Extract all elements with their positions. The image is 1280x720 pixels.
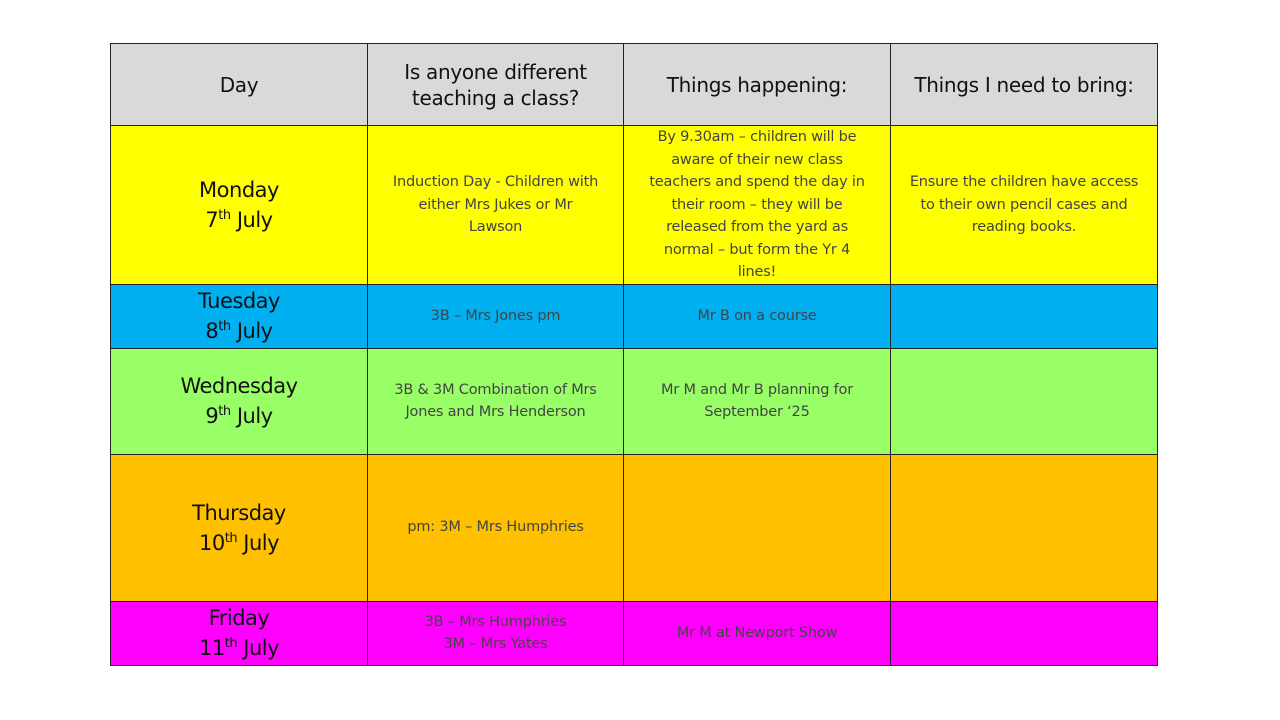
table-row xyxy=(111,601,1158,665)
day-name: Thursday xyxy=(192,500,286,525)
bring-cell xyxy=(891,284,1158,348)
day-number: 7 xyxy=(205,207,219,232)
day-cell xyxy=(111,284,368,348)
table-row xyxy=(111,348,1158,454)
happening-line: Mr B on a course xyxy=(697,307,817,324)
bring-cell xyxy=(891,601,1158,665)
teaching-line: either Mrs Jukes or Mr xyxy=(418,196,573,213)
day-cell xyxy=(111,454,368,601)
day-date xyxy=(117,401,361,431)
header-teaching xyxy=(368,44,624,126)
happening-line: normal – but form the Yr 4 xyxy=(663,241,851,258)
day-date xyxy=(117,316,361,346)
day-name: Monday xyxy=(199,177,279,202)
day-name: Friday xyxy=(208,606,270,630)
header-bring xyxy=(891,44,1158,126)
day-cell xyxy=(111,126,368,285)
teaching-line: pm: 3M – Mrs Humphries xyxy=(407,519,584,536)
teaching-line: Jones and Mrs Henderson xyxy=(405,404,586,420)
bring-cell xyxy=(891,126,1158,285)
happening-line: Mr M and Mr B planning for xyxy=(661,381,853,398)
header-day xyxy=(111,44,368,126)
day-ordinal: th xyxy=(218,319,231,334)
teaching-line: Lawson xyxy=(468,219,523,235)
header-line: Things I need to bring: xyxy=(914,72,1134,97)
day-name: Tuesday xyxy=(198,289,280,313)
table-row xyxy=(111,126,1158,285)
day-cell xyxy=(111,348,368,454)
day-month: July xyxy=(236,207,273,232)
day-month: July xyxy=(236,404,273,428)
day-ordinal: th xyxy=(218,404,231,419)
day-number: 8 xyxy=(205,319,219,343)
happening-line: By 9.30am – children will be xyxy=(657,129,857,145)
happening-cell xyxy=(624,601,891,665)
happening-line: September ‘25 xyxy=(704,404,810,420)
teaching-line: 3M – Mrs Yates xyxy=(443,636,548,652)
bring-cell xyxy=(891,454,1158,601)
happening-cell xyxy=(624,126,891,285)
header-row xyxy=(111,44,1158,126)
happening-line: Mr M at Newport Show xyxy=(676,624,838,641)
happening-line: teachers and spend the day in xyxy=(649,174,865,190)
day-number: 9 xyxy=(205,404,219,428)
day-date xyxy=(117,205,361,235)
day-month: July xyxy=(236,319,273,343)
teaching-cell xyxy=(368,284,624,348)
day-date xyxy=(117,528,361,558)
header-happening xyxy=(624,44,891,126)
day-date xyxy=(117,633,361,663)
header-line: Day xyxy=(219,72,259,97)
happening-line: lines! xyxy=(737,264,777,280)
header-line: teaching a class? xyxy=(411,85,580,110)
table-row xyxy=(111,454,1158,601)
happening-cell xyxy=(624,454,891,601)
teaching-cell xyxy=(368,454,624,601)
happening-cell xyxy=(624,284,891,348)
day-name: Wednesday xyxy=(180,374,298,398)
header-line: Is anyone different xyxy=(404,59,587,84)
bring-line: reading books. xyxy=(971,219,1077,235)
header-line: Things happening: xyxy=(666,72,848,97)
day-number: 10 xyxy=(198,530,225,555)
teaching-cell xyxy=(368,126,624,285)
bring-cell xyxy=(891,348,1158,454)
day-month: July xyxy=(243,530,280,555)
bring-line: Ensure the children have access xyxy=(909,174,1139,190)
table-row xyxy=(111,284,1158,348)
day-number: 11 xyxy=(198,636,225,660)
schedule-table xyxy=(110,43,1158,666)
teaching-line: 3B – Mrs Jones pm xyxy=(430,307,561,324)
teaching-line: Induction Day - Children with xyxy=(392,174,599,190)
bring-line: to their own pencil cases and xyxy=(920,196,1128,213)
happening-line: their room – they will be xyxy=(671,196,843,213)
happening-line: aware of their new class xyxy=(671,151,843,168)
teaching-line: 3B – Mrs Humphries xyxy=(424,613,567,630)
day-ordinal: th xyxy=(218,207,231,223)
teaching-cell xyxy=(368,348,624,454)
teaching-line: 3B & 3M Combination of Mrs xyxy=(394,381,597,398)
teaching-cell xyxy=(368,601,624,665)
happening-line: released from the yard as xyxy=(666,219,848,235)
day-ordinal: th xyxy=(224,636,238,651)
day-ordinal: th xyxy=(224,530,238,546)
day-cell xyxy=(111,601,368,665)
happening-cell xyxy=(624,348,891,454)
day-month: July xyxy=(243,636,280,660)
